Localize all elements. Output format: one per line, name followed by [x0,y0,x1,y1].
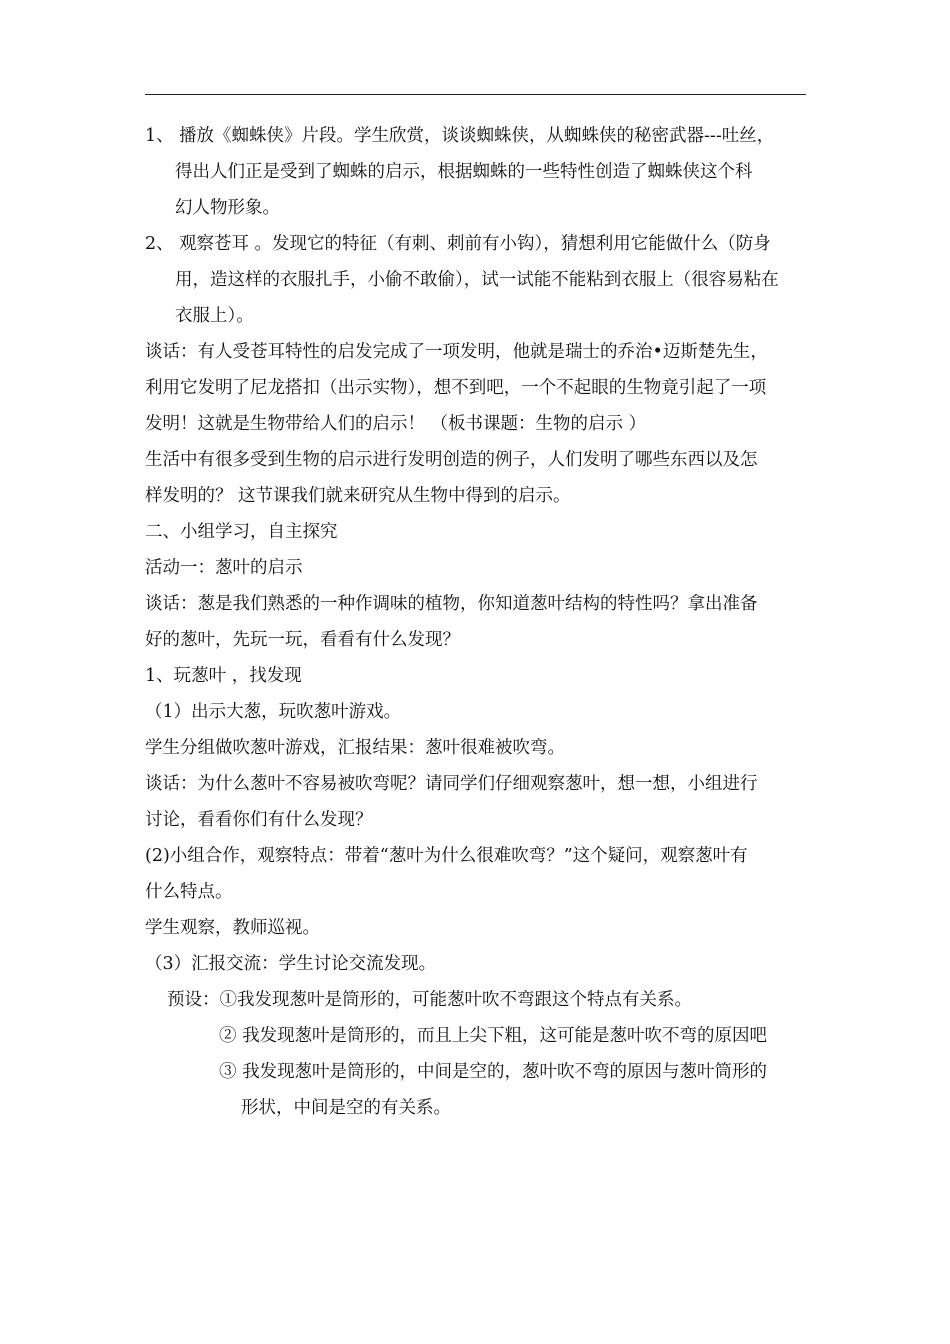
sub-step-2-line-1: (2)小组合作，观察特点：带着“葱叶为什么很难吹弯？”这个疑问，观察葱叶有 [145,846,748,866]
intro-line-2: 样发明的？ 这节课我们就来研究从生物中得到的启示。 [145,486,571,506]
preset-c-line-1: ③ 我发现葱叶是筒形的，中间是空的，葱叶吹不弯的原因与葱叶筒形的 [219,1062,768,1082]
item-1-line-1: 1、 播放《蜘蛛侠》片段。学生欣赏，谈谈蜘蛛侠，从蜘蛛侠的秘密武器---吐丝， [145,118,807,154]
step-1-heading: 1、玩葱叶 ，找发现 [145,666,302,686]
preset-b: ② 我发现葱叶是筒形的，而且上尖下粗，这可能是葱叶吹不弯的原因吧 [219,1026,768,1046]
talk-1-line-1: 谈话：有人受苍耳特性的启发完成了一项发明，他就是瑞士的乔治•迈斯楚先生， [145,342,768,362]
section-2-heading: 二、小组学习，自主探究 [145,522,338,542]
talk-2-line-1: 谈话：葱是我们熟悉的一种作调味的植物，你知道葱叶结构的特性吗？拿出准备 [145,594,758,614]
result-line: 学生分组做吹葱叶游戏，汇报结果：葱叶很难被吹弯。 [145,738,565,758]
document-body [145,118,807,1126]
item-1-number: 1、 [145,126,174,146]
item-2-line-1: 2、 观察苍耳 。发现它的特征（有刺、刺前有小钩），猜想利用它能做什么（防身 [145,226,807,262]
sub-step-3: （3）汇报交流：学生讨论交流发现。 [145,954,437,974]
sub-step-1: （1）出示大葱，玩吹葱叶游戏。 [145,702,402,722]
sub-step-2-line-2: 什么特点。 [145,882,233,902]
preset-c-line-2: 形状，中间是空的有关系。 [241,1098,451,1118]
talk-3-line-2: 讨论，看看你们有什么发现？ [145,810,373,830]
item-2-line-3: 衣服上）。 [175,306,254,326]
talk-1-line-3: 发明！这就是生物带给人们的启示！ （板书课题：生物的启示 ） [145,414,647,434]
talk-2-line-2: 好的葱叶，先玩一玩，看看有什么发现？ [145,630,460,650]
preset-label: 预设： [167,990,220,1010]
item-1-line-2: 得出人们正是受到了蜘蛛的启示，根据蜘蛛的一些特性创造了蜘蛛侠这个科 [175,162,753,182]
item-1-line-3: 幻人物形象。 [175,198,280,218]
talk-1-line-2: 利用它发明了尼龙搭扣（出示实物），想不到吧，一个不起眼的生物竟引起了一项 [145,378,767,398]
observe-line: 学生观察，教师巡视。 [145,918,320,938]
preset-a: 预设：①我发现葱叶是筒形的，可能葱叶吹不弯跟这个特点有关系。 [167,990,692,1010]
item-2-line-2: 用，造这样的衣服扎手，小偷不敢偷），试一试能不能粘到衣服上（很容易粘在 [175,270,779,290]
header-rule [145,94,806,95]
activity-1-heading: 活动一：葱叶的启示 [145,558,303,578]
intro-line-1: 生活中有很多受到生物的启示进行发明创造的例子，人们发明了哪些东西以及怎 [145,450,758,470]
item-2-number: 2、 [145,234,174,254]
talk-3-line-1: 谈话：为什么葱叶不容易被吹弯呢？请同学们仔细观察葱叶，想一想，小组进行 [145,774,758,794]
